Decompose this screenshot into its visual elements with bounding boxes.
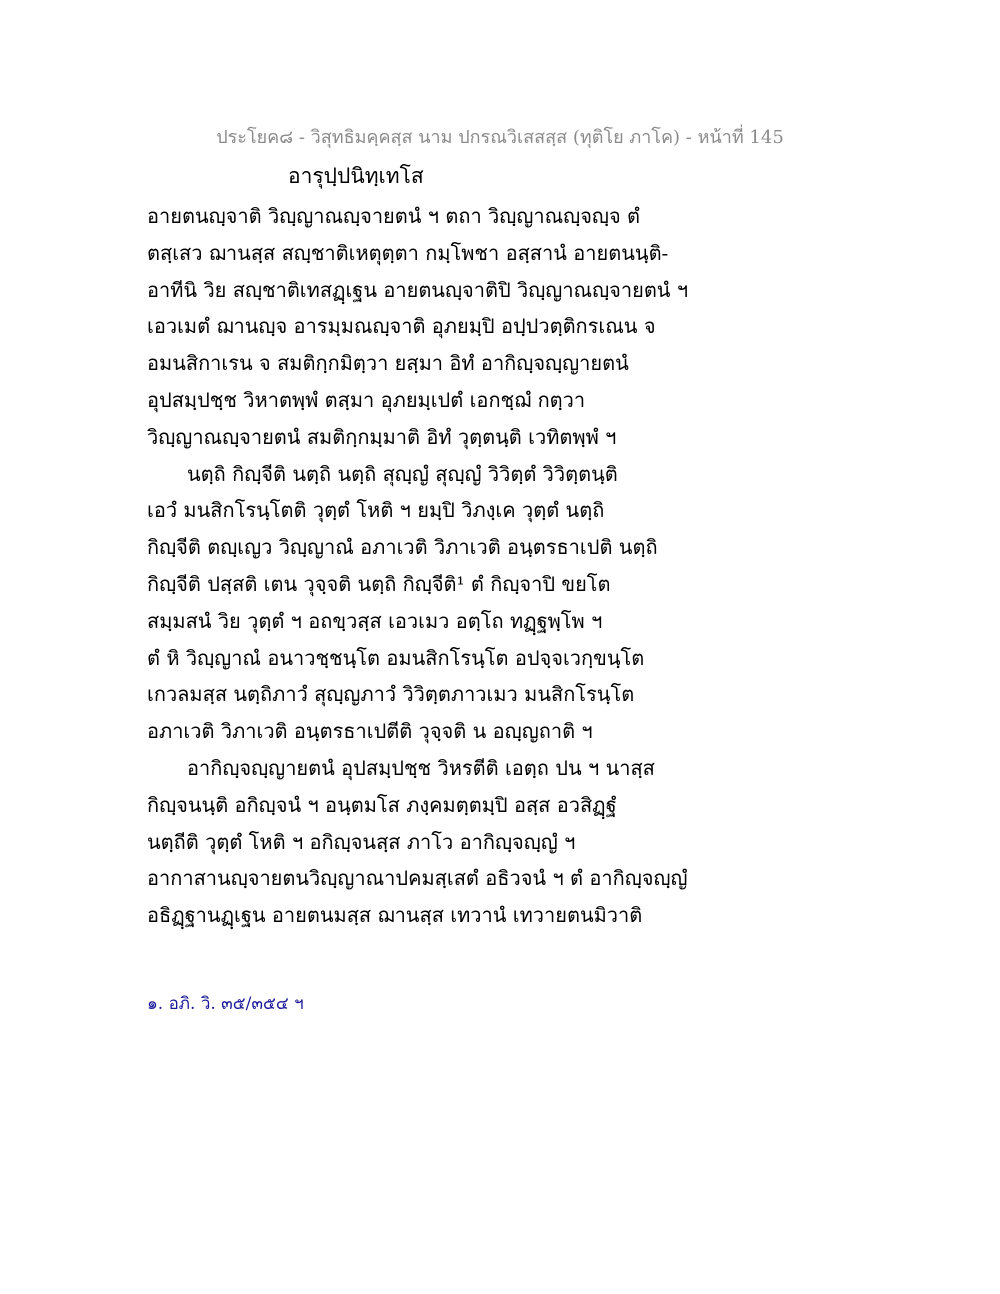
text-line: สมฺมสนํ วิย วุตฺตํ ฯ อถขฺวสฺส เอวเมว อตฺโถ ทฏฺฐพฺโพ ฯ [147, 608, 603, 633]
text-line: เอวํ มนสิกโรนฺโตติ วุตฺตํ โหติ ฯ ยมฺปิ วิภงฺเค วุตฺตํ นตฺถิ [147, 498, 605, 523]
section-title: อารุปฺปนิทฺเทโส [288, 164, 424, 188]
text-line: กิญฺจีติ ตญฺเญว วิญฺญาณํ อภาเวติ วิภาเวติ อนฺตรธาเปติ นตฺถิ [147, 535, 658, 560]
text-line: นตฺถิ กิญฺจีติ นตฺถิ นตฺถิ สุญฺญํ สุญฺญํ วิวิตฺตํ วิวิตฺตนฺติ [187, 461, 618, 486]
text-line: อากาสานญฺจายตนวิญฺญาณาปคมสฺเสตํ อธิวจนํ ฯ ตํ อากิญฺจญฺญํ [147, 866, 688, 891]
text-line: อาทีนิ วิย สญฺชาติเทสฏฺเฐน อายตนญฺจาติปิ วิญฺญาณญฺจายตนํ ฯ [147, 277, 689, 302]
text-line: อมนสิกาเรน จ สมติกฺกมิตฺวา ยสฺมา อิทํ อากิญฺจญฺญายตนํ [147, 351, 629, 376]
text-line: อายตนญฺจาติ วิญฺญาณญฺจายตนํ ฯ ตถา วิญฺญาณญฺจญฺจ ตํ [147, 204, 641, 228]
text-line: อุปสมฺปชฺช วิหาตพฺพํ ตสฺมา อุภยมฺเปตํ เอกชฺฌํ กตฺวา [147, 387, 586, 412]
text-line: อากิญฺจญฺญายตนํ อุปสมฺปชฺช วิหรตีติ เอตฺถ ปน ฯ นาสฺส [187, 755, 655, 780]
text-line: ตสฺเสว ฌานสฺส สญฺชาติเหตุตฺตา กมฺโพชา อสฺสานํ อายตนนฺติ- [147, 240, 669, 265]
body-text [147, 198, 747, 934]
text-line: นตฺถีติ วุตฺตํ โหติ ฯ อกิญฺจนสฺส ภาโว อากิญฺจญฺญํ ฯ [147, 829, 576, 854]
text-line: เกวลมสฺส นตฺถิภาวํ สุญฺญภาวํ วิวิตฺตภาวเมว มนสิกโรนฺโต [147, 682, 635, 707]
footnote: ๑. อภิ. วิ. ๓๕/๓๕๔ ฯ [147, 994, 304, 1014]
text-line: กิญฺจีติ ปสฺสติ เตน วุจฺจติ นตฺถิ กิญฺจีติ¹ ตํ กิญฺจาปิ ขยโต [147, 571, 611, 596]
text-line: ตํ หิ วิญฺญาณํ อนาวชฺชนฺโต อมนสิกโรนฺโต อปจฺจเวกฺขนฺโต [147, 645, 645, 670]
text-line: วิญฺญาณญฺจายตนํ สมติกฺกมฺมาติ อิทํ วุตฺตนฺติ เวทิตพฺพํ ฯ [147, 424, 617, 449]
text-line: กิญฺจนนฺติ อกิญฺจนํ ฯ อนฺตมโส ภงฺคมตฺตมฺปิ อสฺส อวสิฏฺฐํ [147, 792, 617, 817]
text-line: อธิฏฺฐานฏฺเฐน อายตนมสฺส ฌานสฺส เทวานํ เทวายตนมิวาติ [147, 903, 643, 928]
running-header: ประโยค๘ - วิสุทธิมคฺคสฺส นาม ปกรณวิเสสสฺส (ทุติโย ภาโค) - หน้าที่ 145 [216, 127, 784, 148]
text-line: อภาเวติ วิภาเวติ อนฺตรธาเปตีติ วุจฺจติ น อญฺญถาติ ฯ [147, 719, 593, 744]
text-line: เอวเมตํ ฌานญฺจ อารมฺมณญฺจาติ อุภยมฺปิ อปฺปวตฺติกรเณน จ [147, 314, 656, 339]
